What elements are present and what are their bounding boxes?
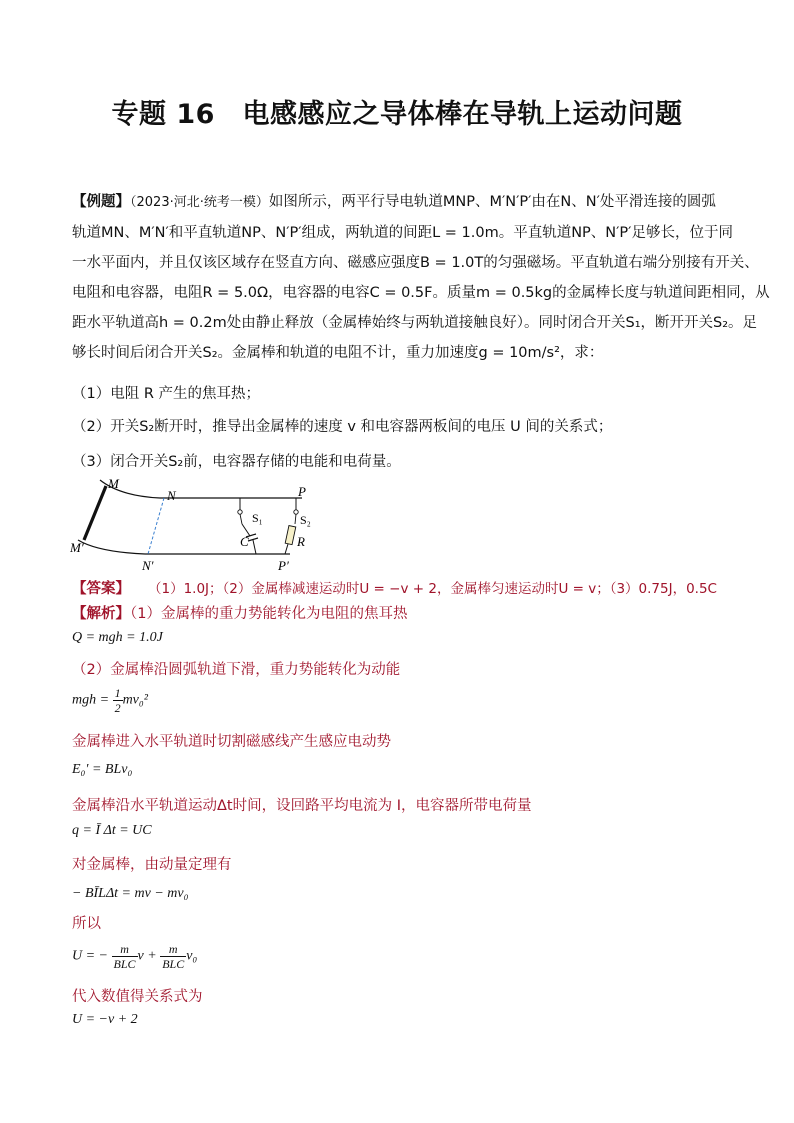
nn-dashed-line: [148, 498, 164, 554]
analysis-step-6: 所以: [72, 916, 101, 932]
analysis-step-3: 金属棒进入水平轨道时切割磁感线产生感应电动势: [72, 734, 391, 750]
answer: [72, 577, 717, 598]
analysis-tag: 【解析】: [72, 606, 130, 622]
problem-line-3: 一水平面内，并且仅该区域存在竖直方向、磁感应强度B = 1.0T的匀强磁场。平直轨道右端分别接有开关、: [72, 255, 759, 271]
problem-line-5: 距水平轨道高h = 0.2m处由静止释放（金属棒始终与两轨道接触良好）。同时闭合开关S₁，断开开关S₂。足: [72, 315, 758, 331]
label-m-prime: M′: [70, 540, 84, 555]
analysis-step-1: 【解析】（1）金属棒的重力势能转化为电阻的焦耳热: [72, 606, 408, 622]
question-2: （2）开关S₂断开时，推导出金属棒的速度 v 和电容器两板间的电压 U 间的关系式；: [72, 419, 613, 435]
problem-line-1: 【例题】（2023·河北·统考一模）如图所示，两平行导电轨道MNP、M′N′P′由在N、N′处平滑连接的圆弧: [72, 194, 716, 210]
analysis-step-7: 代入数值得关系式为: [72, 989, 203, 1005]
analysis-step-5: 对金属棒，由动量定理有: [72, 857, 232, 873]
label-n-prime: N′: [142, 558, 154, 573]
formula-energy: mgh = $\frac{1}{2}$ mv₀²: [72, 686, 148, 715]
problem-line-2: 轨道MN、M′N′和平直轨道NP、N′P′组成，两轨道的间距L = 1.0m。平直轨道NP、N′P′足够长，位于同: [72, 225, 733, 241]
label-p: P: [298, 484, 306, 499]
question-3: （3）闭合开关S₂前，电容器存储的电能和电荷量。: [72, 454, 401, 470]
problem-statement: [72, 187, 770, 368]
resistor: [285, 526, 296, 545]
analysis-step-4: 金属棒沿水平轨道运动Δt时间，设回路平均电流为 I，电容器所带电荷量: [72, 798, 532, 814]
answer-tag: 【答案】: [72, 581, 130, 597]
problem-tag: 【例题】: [72, 194, 130, 210]
answer-text: （1）1.0J；（2）金属棒减速运动时U = −v + 2，金属棒匀速运动时U = v；（3）0.75J，0.5C: [148, 581, 717, 597]
label-p-prime: P′: [278, 558, 289, 573]
analysis-step-2: （2）金属棒沿圆弧轨道下滑，重力势能转化为动能: [72, 662, 401, 678]
problem-line-4: 电阻和电容器，电阻R = 5.0Ω，电容器的电容C = 0.5F。质量m = 0.5kg的金属棒长度与轨道间距相同，从: [72, 285, 770, 301]
label-m: M: [108, 476, 119, 491]
rail-circuit-diagram: [70, 474, 330, 576]
question-1: （1）电阻 R 产生的焦耳热；: [72, 386, 261, 402]
switch-s1: [238, 510, 242, 514]
formula-emf: E₀′ = BLv₀: [72, 762, 133, 777]
problem-source: （2023·河北·统考一模）: [130, 195, 269, 210]
label-s2: S₂: [300, 513, 311, 527]
label-c: C: [240, 534, 249, 549]
formula-final: U = −v + 2: [72, 1012, 138, 1027]
label-s1: S₁: [252, 511, 263, 525]
formula-u-relation: U = − $\frac{m}{\text{BLC}}$ v + $\frac{m}{\text{BLC}}$ v₀: [72, 942, 198, 971]
fraction-half: $\frac{1}{2}$: [114, 686, 121, 715]
formula-momentum: − BĪLΔt = mv − mv₀: [72, 886, 189, 901]
label-r: R: [297, 534, 305, 549]
metal-rod: [84, 486, 106, 540]
formula-charge: q = Ī Δt = UC: [72, 823, 152, 838]
formula-q: Q = mgh = 1.0J: [72, 630, 163, 645]
label-n: N: [167, 488, 176, 503]
rail-bottom-arc: [78, 540, 145, 554]
problem-line-6: 够长时间后闭合开关S₂。金属棒和轨道的电阻不计，重力加速度g = 10m/s²，求：: [72, 345, 604, 361]
page-title: 专题 16 电感感应之导体棒在导轨上运动问题: [111, 99, 683, 130]
switch-s2: [294, 510, 298, 514]
